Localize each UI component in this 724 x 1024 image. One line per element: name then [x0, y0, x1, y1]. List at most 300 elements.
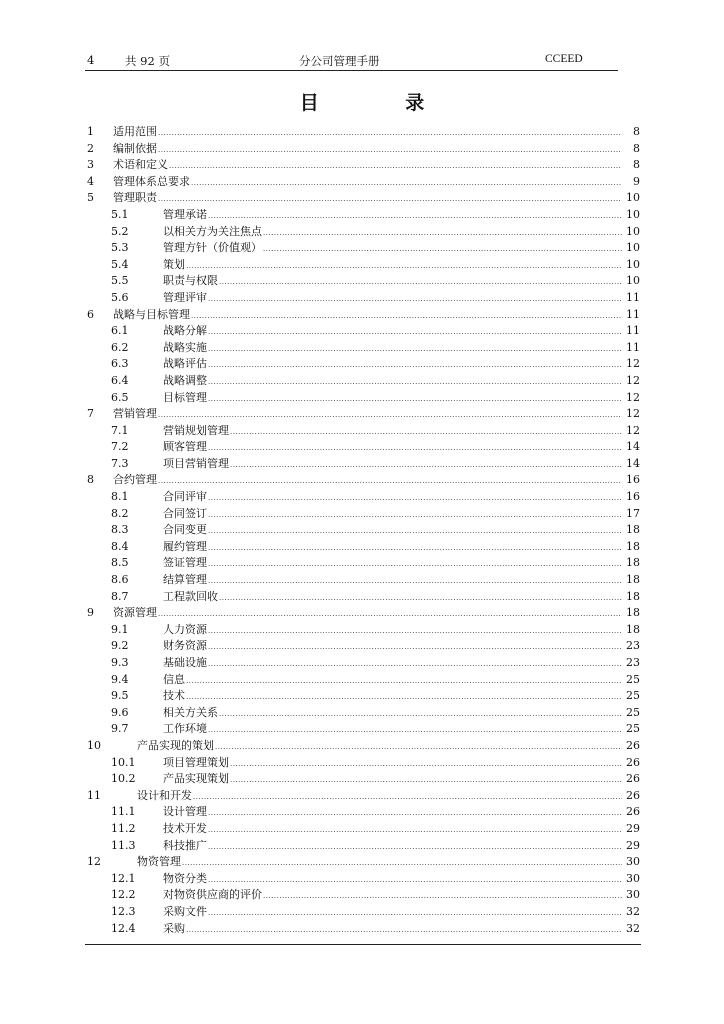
- toc-entry-title: 合同评审: [163, 490, 207, 504]
- toc-entry[interactable]: [85, 141, 640, 158]
- toc-entry-page: 11: [626, 340, 640, 354]
- toc-entry-page: 12: [626, 423, 640, 437]
- toc-entry-number: 5.5: [111, 274, 129, 288]
- toc-leader-dots: [219, 274, 622, 291]
- toc-entry[interactable]: [85, 871, 640, 888]
- toc-leader-dots: [208, 208, 622, 225]
- toc-entry[interactable]: [85, 622, 640, 639]
- toc-entry-page: 18: [626, 539, 640, 553]
- toc-entry-body: [163, 340, 622, 358]
- toc-entry[interactable]: [85, 207, 640, 224]
- toc-entry-title: 结算管理: [163, 573, 207, 587]
- toc-entry[interactable]: [85, 838, 640, 855]
- toc-entry-page: 11: [626, 307, 640, 321]
- toc-leader-dots: [230, 424, 622, 441]
- toc-entry-title: 物资管理: [137, 855, 181, 869]
- toc-entry-body: [163, 638, 622, 656]
- toc-entry[interactable]: [85, 439, 640, 456]
- toc-entry-number: 10.1: [111, 755, 136, 769]
- toc-entry-body: [163, 240, 622, 258]
- toc-entry-number: 8.7: [111, 589, 129, 603]
- toc-entry-body: [163, 207, 622, 225]
- toc-entry[interactable]: [85, 356, 640, 373]
- toc-entry-body: [163, 688, 622, 706]
- toc-leader-dots: [186, 689, 622, 706]
- toc-entry-number: 8.6: [111, 573, 129, 587]
- toc-entry-body: [113, 605, 622, 623]
- toc-entry[interactable]: [85, 124, 640, 141]
- toc-entry[interactable]: [85, 240, 640, 257]
- toc-entry-page: 16: [626, 490, 640, 504]
- toc-entry-title: 相关方关系: [163, 705, 218, 719]
- toc-entry[interactable]: [85, 522, 640, 539]
- toc-entry-title: 基础设施: [163, 656, 207, 669]
- toc-entry-number: 6.4: [111, 373, 129, 387]
- toc-entry-body: [163, 755, 622, 773]
- toc-entry-body: [163, 838, 622, 856]
- toc-entry-title: 产品实现策划: [163, 772, 229, 786]
- toc-entry-number: 8: [87, 473, 94, 487]
- toc-entry-number: 4: [87, 174, 94, 188]
- toc-entry-number: 5.3: [111, 241, 129, 255]
- toc-leader-dots: [208, 391, 622, 408]
- toc-entry-page: 29: [626, 838, 640, 852]
- toc-entry-body: [163, 721, 622, 739]
- toc-entry-body: [163, 622, 622, 640]
- toc-entry-title: 设计和开发: [137, 788, 192, 802]
- toc-entry-number: 10: [87, 738, 101, 752]
- toc-entry[interactable]: [85, 489, 640, 506]
- toc-entry-body: [113, 307, 622, 325]
- toc-leader-dots: [191, 308, 622, 325]
- toc-entry-page: 29: [626, 821, 640, 835]
- toc-entry[interactable]: [85, 373, 640, 390]
- toc-entry[interactable]: [85, 340, 640, 357]
- toc-entry-page: 18: [626, 556, 640, 570]
- toc-leader-dots: [208, 805, 622, 822]
- toc-leader-dots: [208, 507, 622, 524]
- toc-entry-number: 10.2: [111, 772, 136, 786]
- toc-entry-body: [137, 788, 622, 806]
- toc-entry-number: 9.3: [111, 656, 129, 669]
- toc-entry-number: 7.3: [111, 456, 129, 470]
- toc-entry-number: 5.1: [111, 207, 129, 221]
- toc-entry[interactable]: [85, 539, 640, 556]
- toc-entry-number: 8.5: [111, 556, 129, 570]
- toc-entry-number: 7.2: [111, 440, 129, 454]
- toc-entry-body: [163, 871, 622, 889]
- toc-entry[interactable]: [85, 887, 640, 904]
- toc-entry-title: 项目管理策划: [163, 755, 229, 769]
- toc-entry-page: 11: [626, 290, 640, 304]
- toc-leader-dots: [158, 191, 622, 208]
- toc-entry-number: 11.3: [111, 838, 136, 852]
- toc-entry[interactable]: [85, 290, 640, 307]
- toc-leader-dots: [208, 357, 622, 374]
- toc-leader-dots: [158, 473, 622, 490]
- toc-entry-page: 10: [626, 191, 640, 205]
- toc-entry-page: 23: [626, 639, 640, 653]
- toc-entry-body: [113, 472, 622, 490]
- toc-entry[interactable]: [85, 307, 640, 324]
- toc-leader-dots: [215, 739, 622, 756]
- toc-entry-page: 30: [626, 871, 640, 885]
- header-page-number: 4: [87, 53, 95, 67]
- toc-entry-title: 信息: [163, 672, 185, 686]
- toc-entry[interactable]: [85, 655, 640, 672]
- toc-entry-body: [163, 539, 622, 557]
- toc-entry[interactable]: [85, 721, 640, 738]
- toc-entry-body: [163, 224, 622, 242]
- toc-entry-title: 合同签订: [163, 506, 207, 520]
- toc-entry-title: 营销管理: [113, 407, 157, 421]
- toc-leader-dots: [158, 407, 622, 424]
- toc-entry[interactable]: [85, 406, 640, 423]
- toc-entry-page: 10: [626, 224, 640, 238]
- toc-entry-page: 8: [633, 125, 640, 138]
- toc-entry[interactable]: [85, 423, 640, 440]
- toc-entry-title: 产品实现的策划: [137, 738, 214, 752]
- toc-leader-dots: [230, 457, 622, 474]
- toc-leader-dots: [158, 142, 622, 159]
- toc-entry-page: 26: [626, 755, 640, 769]
- toc-entry-title: 战略分解: [163, 324, 207, 338]
- toc-entry-number: 5.6: [111, 290, 129, 304]
- toc-entry[interactable]: [85, 821, 640, 838]
- toc-entry-number: 2: [87, 141, 94, 155]
- toc-leader-dots: [208, 341, 622, 358]
- toc-entry-page: 26: [626, 788, 640, 802]
- toc-entry-title: 履约管理: [163, 539, 207, 553]
- toc-entry[interactable]: [85, 456, 640, 473]
- toc-entry[interactable]: [85, 506, 640, 523]
- toc-entry-page: 10: [626, 241, 640, 255]
- toc-entry[interactable]: [85, 904, 640, 921]
- toc-entry-number: 3: [87, 158, 94, 172]
- toc-leader-dots: [208, 291, 622, 308]
- toc-entry[interactable]: [85, 572, 640, 589]
- toc-entry-body: [163, 506, 622, 524]
- toc-entry-title: 物资分类: [163, 871, 207, 885]
- toc-leader-dots: [208, 523, 622, 540]
- toc-entry-number: 5: [87, 191, 94, 205]
- toc-heading: 目 录: [299, 92, 465, 114]
- toc-entry-body: [163, 589, 622, 607]
- toc-entry-title: 策划: [163, 257, 185, 271]
- toc-entry-page: 30: [626, 888, 640, 902]
- toc-entry-title: 管理体系总要求: [113, 174, 190, 188]
- table-of-contents: [85, 124, 640, 937]
- toc-entry[interactable]: [85, 257, 640, 274]
- toc-leader-dots: [208, 905, 622, 922]
- toc-entry-number: 12.1: [111, 871, 136, 885]
- header-code: CCEED: [545, 53, 583, 65]
- toc-entry-body: [137, 738, 622, 756]
- toc-entry-page: 11: [626, 324, 640, 338]
- toc-leader-dots: [208, 540, 622, 557]
- toc-entry-page: 8: [633, 141, 640, 155]
- toc-entry-title: 签证管理: [163, 556, 207, 570]
- toc-entry[interactable]: [85, 638, 640, 655]
- toc-entry-body: [163, 572, 622, 590]
- toc-entry-page: 26: [626, 805, 640, 819]
- toc-entry-body: [163, 323, 622, 341]
- toc-leader-dots: [158, 606, 622, 623]
- toc-entry-number: 1: [87, 125, 94, 138]
- toc-entry-page: 18: [626, 573, 640, 587]
- toc-entry-body: [163, 373, 622, 391]
- toc-entry-number: 9.1: [111, 622, 129, 636]
- toc-entry-page: 8: [633, 158, 640, 172]
- toc-leader-dots: [186, 673, 622, 690]
- toc-leader-dots: [219, 590, 622, 607]
- toc-entry[interactable]: [85, 804, 640, 821]
- toc-entry-body: [163, 290, 622, 308]
- header-total-pages: 共 92 页: [125, 54, 170, 68]
- footer-divider: [85, 944, 641, 945]
- toc-entry-title: 战略与目标管理: [113, 307, 190, 321]
- toc-entry-page: 12: [626, 407, 640, 421]
- toc-entry-body: [113, 157, 622, 175]
- toc-entry-page: 32: [626, 904, 640, 918]
- toc-entry[interactable]: [85, 854, 640, 871]
- toc-entry-title: 战略实施: [163, 340, 207, 354]
- toc-entry-title: 项目营销管理: [163, 456, 229, 470]
- toc-entry[interactable]: [85, 755, 640, 772]
- toc-entry-number: 11: [87, 788, 101, 802]
- toc-entry-number: 5.4: [111, 257, 129, 271]
- toc-leader-dots: [208, 374, 622, 391]
- toc-entry-number: 6.5: [111, 390, 129, 404]
- toc-entry-page: 30: [626, 855, 640, 869]
- toc-entry-title: 技术开发: [163, 821, 207, 835]
- toc-leader-dots: [208, 324, 622, 341]
- toc-entry-body: [163, 705, 622, 723]
- toc-entry-page: 10: [626, 207, 640, 221]
- toc-entry-title: 合同变更: [163, 523, 207, 537]
- toc-entry-title: 采购: [163, 921, 185, 935]
- toc-entry-page: 25: [626, 705, 640, 719]
- toc-entry-page: 17: [626, 506, 640, 520]
- toc-entry-title: 管理承诺: [163, 207, 207, 221]
- toc-leader-dots: [158, 125, 622, 142]
- toc-entry-number: 9.5: [111, 689, 129, 703]
- toc-entry-page: 25: [626, 722, 640, 736]
- toc-entry-title: 资源管理: [113, 606, 157, 620]
- toc-leader-dots: [208, 656, 622, 673]
- toc-leader-dots: [208, 872, 622, 889]
- toc-entry-page: 12: [626, 373, 640, 387]
- page-header: [85, 52, 618, 71]
- toc-entry-number: 9.4: [111, 672, 129, 686]
- toc-entry[interactable]: [85, 224, 640, 241]
- toc-entry-body: [163, 804, 622, 822]
- toc-entry[interactable]: [85, 605, 640, 622]
- toc-entry-page: 14: [626, 440, 640, 454]
- toc-entry-title: 营销规划管理: [163, 423, 229, 437]
- toc-entry[interactable]: [85, 921, 640, 938]
- toc-entry-number: 12.4: [111, 921, 136, 935]
- toc-entry-number: 9.7: [111, 722, 129, 736]
- toc-entry-page: 9: [633, 174, 640, 188]
- toc-entry-title: 战略评估: [163, 357, 207, 371]
- toc-entry-body: [163, 390, 622, 408]
- toc-entry-page: 16: [626, 473, 640, 487]
- toc-leader-dots: [182, 855, 622, 872]
- toc-entry-title: 编制依据: [113, 141, 157, 155]
- toc-entry-body: [113, 124, 622, 142]
- toc-entry-page: 18: [626, 622, 640, 636]
- toc-entry-body: [163, 771, 622, 789]
- toc-entry-number: 9.6: [111, 705, 129, 719]
- toc-entry[interactable]: [85, 273, 640, 290]
- toc-entry-body: [163, 821, 622, 839]
- toc-entry-title: 技术: [163, 689, 185, 703]
- toc-entry-page: 12: [626, 390, 640, 404]
- toc-entry[interactable]: [85, 190, 640, 207]
- toc-entry[interactable]: [85, 589, 640, 606]
- toc-entry-number: 7.1: [111, 423, 129, 437]
- header-document-title: 分公司管理手册: [299, 54, 380, 68]
- toc-leader-dots: [208, 490, 622, 507]
- toc-entry[interactable]: [85, 771, 640, 788]
- toc-entry[interactable]: [85, 390, 640, 407]
- toc-leader-dots: [208, 639, 622, 656]
- toc-entry-body: [113, 174, 622, 192]
- toc-entry-body: [163, 257, 622, 275]
- toc-entry-number: 5.2: [111, 224, 129, 238]
- toc-entry-page: 26: [626, 772, 640, 786]
- toc-entry-body: [163, 423, 622, 441]
- toc-entry-page: 23: [626, 656, 640, 669]
- toc-entry-body: [113, 190, 622, 208]
- toc-entry[interactable]: [85, 688, 640, 705]
- toc-leader-dots: [208, 573, 622, 590]
- toc-entry-page: 18: [626, 606, 640, 620]
- toc-entry[interactable]: [85, 157, 640, 174]
- toc-entry-title: 人力资源: [163, 622, 207, 636]
- toc-entry-title: 战略调整: [163, 373, 207, 387]
- toc-entry-body: [163, 672, 622, 690]
- toc-entry-number: 7: [87, 407, 94, 421]
- toc-entry-page: 25: [626, 672, 640, 686]
- toc-entry-body: [163, 655, 622, 673]
- toc-entry[interactable]: [85, 174, 640, 191]
- toc-entry-title: 工程款回收: [163, 589, 218, 603]
- toc-entry-page: 26: [626, 738, 640, 752]
- toc-entry-page: 10: [626, 257, 640, 271]
- toc-entry[interactable]: [85, 705, 640, 722]
- toc-leader-dots: [169, 158, 622, 175]
- toc-leader-dots: [208, 440, 622, 457]
- toc-entry[interactable]: [85, 323, 640, 340]
- toc-leader-dots: [230, 756, 622, 773]
- toc-entry-page: 12: [626, 357, 640, 371]
- toc-entry-page: 10: [626, 274, 640, 288]
- toc-entry-number: 6.2: [111, 340, 129, 354]
- toc-leader-dots: [219, 706, 622, 723]
- toc-leader-dots: [186, 258, 622, 275]
- toc-entry-title: 目标管理: [163, 390, 207, 404]
- toc-entry[interactable]: [85, 672, 640, 689]
- toc-entry-number: 11.2: [111, 821, 136, 835]
- toc-leader-dots: [208, 839, 622, 856]
- toc-entry-page: 32: [626, 921, 640, 935]
- toc-entry-title: 采购文件: [163, 904, 207, 918]
- toc-leader-dots: [263, 241, 622, 258]
- toc-entry-body: [163, 904, 622, 922]
- toc-entry-title: 财务资源: [163, 639, 207, 653]
- toc-entry-page: 18: [626, 523, 640, 537]
- toc-entry-body: [163, 439, 622, 457]
- toc-leader-dots: [186, 922, 622, 939]
- toc-leader-dots: [263, 225, 622, 242]
- toc-entry-body: [163, 555, 622, 573]
- toc-entry-title: 管理方针（价值观）: [163, 241, 262, 255]
- toc-entry-body: [163, 887, 622, 905]
- toc-entry-body: [113, 141, 622, 159]
- toc-entry-number: 9.2: [111, 639, 129, 653]
- toc-entry-title: 合约管理: [113, 473, 157, 487]
- toc-entry-number: 8.3: [111, 523, 129, 537]
- toc-leader-dots: [208, 722, 622, 739]
- toc-entry-body: [163, 522, 622, 540]
- toc-entry[interactable]: [85, 788, 640, 805]
- toc-leader-dots: [208, 556, 622, 573]
- toc-entry-body: [163, 273, 622, 291]
- toc-leader-dots: [208, 623, 622, 640]
- toc-leader-dots: [263, 888, 622, 905]
- toc-leader-dots: [230, 772, 622, 789]
- toc-entry-number: 12.2: [111, 888, 136, 902]
- toc-entry-title: 设计管理: [163, 805, 207, 819]
- toc-entry-title: 管理职责: [113, 191, 157, 205]
- toc-entry-title: 科技推广: [163, 838, 207, 852]
- toc-entry-page: 25: [626, 689, 640, 703]
- toc-entry-number: 9: [87, 606, 94, 620]
- toc-entry-title: 管理评审: [163, 290, 207, 304]
- toc-entry-title: 职责与权限: [163, 274, 218, 288]
- toc-leader-dots: [208, 822, 622, 839]
- toc-entry-number: 12.3: [111, 904, 136, 918]
- toc-leader-dots: [193, 789, 622, 806]
- toc-entry-body: [163, 456, 622, 474]
- toc-entry-number: 8.4: [111, 539, 129, 553]
- toc-entry[interactable]: [85, 472, 640, 489]
- toc-entry-page: 18: [626, 589, 640, 603]
- toc-entry[interactable]: [85, 555, 640, 572]
- toc-entry[interactable]: [85, 738, 640, 755]
- toc-entry-page: 14: [626, 456, 640, 470]
- toc-entry-body: [113, 406, 622, 424]
- toc-entry-title: 以相关方为关注焦点: [163, 224, 262, 238]
- toc-entry-number: 8.2: [111, 506, 129, 520]
- toc-entry-number: 6.3: [111, 357, 129, 371]
- toc-entry-number: 11.1: [111, 805, 136, 819]
- toc-entry-body: [163, 489, 622, 507]
- toc-entry-title: 适用范围: [113, 125, 157, 138]
- toc-entry-number: 12: [87, 855, 101, 869]
- toc-entry-body: [163, 921, 622, 939]
- toc-entry-number: 6: [87, 307, 94, 321]
- toc-entry-title: 顾客管理: [163, 440, 207, 454]
- toc-entry-title: 对物资供应商的评价: [163, 888, 262, 902]
- toc-entry-body: [137, 854, 622, 872]
- toc-entry-title: 术语和定义: [113, 158, 168, 172]
- toc-entry-number: 6.1: [111, 324, 129, 338]
- toc-entry-body: [163, 356, 622, 374]
- toc-entry-number: 8.1: [111, 490, 129, 504]
